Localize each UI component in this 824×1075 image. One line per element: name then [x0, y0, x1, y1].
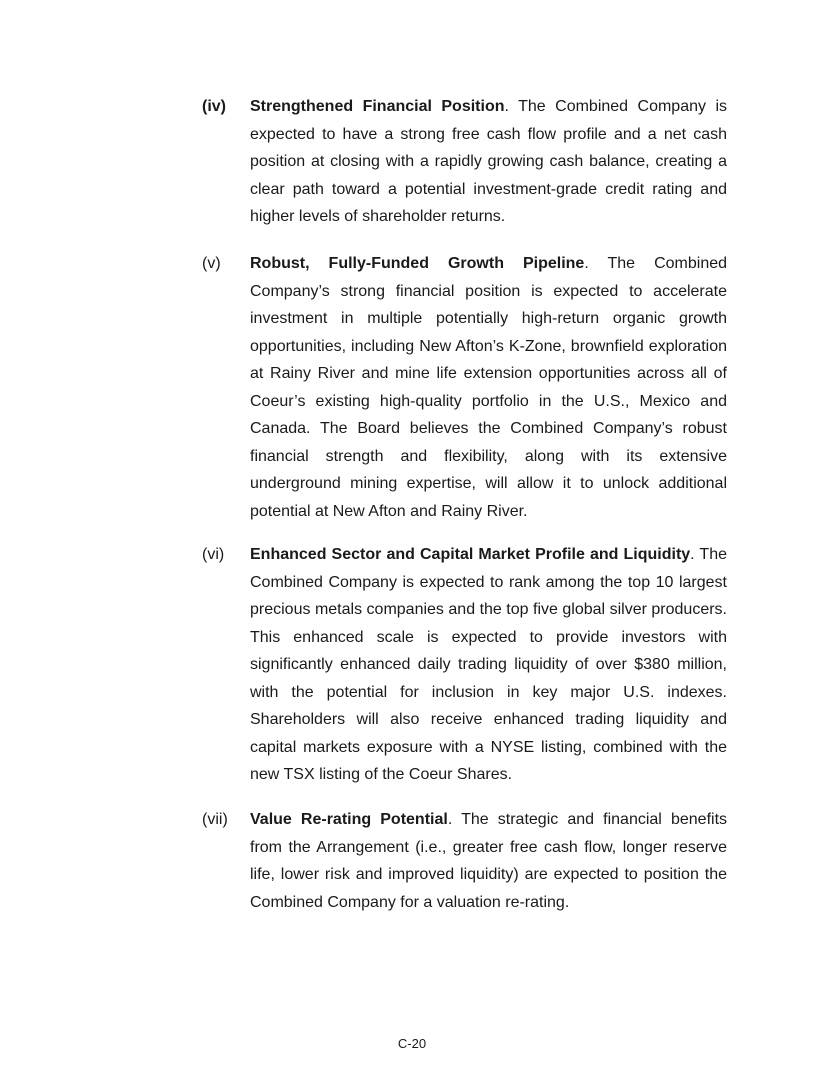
page-number: C-20: [397, 1036, 427, 1051]
item-paragraph: [250, 806, 727, 916]
item-numeral: (iv): [202, 98, 226, 115]
item-paragraph: [250, 250, 727, 525]
item-body: . The Combined Company is expected to have a strong free cash flow profile and a net cash position at closing with a rapidly growing cash balance, creating a clear path toward a potential investment-grade credit rating and higher levels of shareholder returns.: [250, 98, 728, 225]
item-paragraph: [250, 541, 727, 789]
item-body: . The Combined Company is expected to rank among the top 10 largest precious metals companies and the top five global silver producers. This enhanced scale is expected to provide investors with significantly enhanced daily trading liquidity of over $380 million, with the potential for inclusion in key major U.S. indexes. Shareholders will also receive enhanced trading liquidity and capital markets exposure with a NYSE listing, combined with the new TSX listing of the Coeur Shares.: [250, 546, 727, 783]
item-numeral: (v): [202, 255, 221, 272]
item-paragraph: [250, 93, 727, 231]
item-body: . The Combined Company’s strong financial position is expected to accelerate investment in multiple potentially high-return organic growth opportunities, including New Afton’s K-Zone, brownfield exploration at Rainy River and mine life extension opportunities across all of Coeur’s existing high-quality portfolio in the U.S., Mexico and Canada. The Board believes the Combined Company’s robust financial strength and flexibility, along with its extensive underground mining expertise, will allow it to unlock additional potential at New Afton and Rainy River.: [250, 255, 728, 520]
item-numeral: (vi): [202, 546, 225, 563]
item-body: . The strategic and financial benefits from the Arrangement (i.e., greater free cash flow, longer reserve life, lower risk and improved liquidity) are expected to position the Combined Company for a valuation re-rating.: [250, 811, 728, 911]
item-heading: Enhanced Sector and Capital Market Profile and Liquidity: [250, 546, 691, 563]
item-heading: Value Re-rating Potential: [250, 811, 448, 828]
item-numeral: (vii): [202, 811, 228, 828]
item-heading: Strengthened Financial Position: [250, 98, 505, 115]
item-heading: Robust, Fully-Funded Growth Pipeline: [250, 255, 585, 272]
